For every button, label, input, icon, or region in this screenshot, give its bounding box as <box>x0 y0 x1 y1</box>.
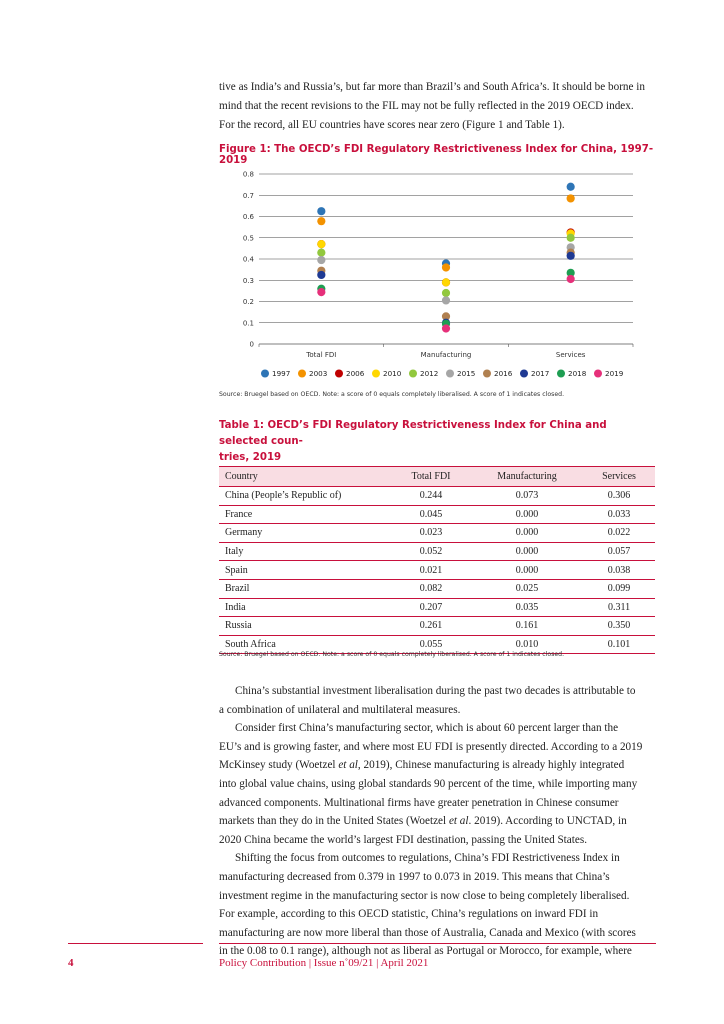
cell-value: 0.207 <box>391 598 471 617</box>
cell-value: 0.023 <box>391 524 471 543</box>
y-tick-label: 0.1 <box>242 319 254 328</box>
cell-value: 0.021 <box>391 561 471 580</box>
text-span: markets than they do in the United States (Woetzel <box>219 815 449 828</box>
data-point-2012 <box>442 289 450 297</box>
y-tick-label: 0.7 <box>242 191 254 200</box>
y-tick-label: 0.6 <box>242 213 254 221</box>
legend-marker-2010 <box>372 370 380 378</box>
data-point-2017 <box>317 271 325 279</box>
cell-value: 0.025 <box>471 579 583 598</box>
cell-value: 0.057 <box>583 542 655 561</box>
body-line <box>219 756 659 775</box>
figure-title: Figure 1: The OECD’s FDI Regulatory Restrictiveness Index for China, 1997-2019 <box>219 144 654 166</box>
et-al: et al <box>448 815 469 828</box>
text-span: , 2019), Chinese manufacturing is already highly integrated <box>357 759 625 772</box>
cell-value: 0.038 <box>583 561 655 580</box>
cell-value: 0.261 <box>391 617 471 636</box>
cell-value: 0.010 <box>471 635 583 654</box>
body-line: Shifting the focus from outcomes to regulations, China’s FDI Restrictiveness Index in <box>235 852 620 865</box>
text-span: McKinsey study (Woetzel <box>219 759 339 772</box>
data-point-2012 <box>317 249 325 257</box>
table-row <box>219 505 655 524</box>
body-text <box>219 682 659 961</box>
cell-country: Germany <box>219 524 391 543</box>
data-point-2012 <box>567 234 575 242</box>
table-title <box>219 418 651 466</box>
x-tick-label: Total FDI <box>306 351 337 359</box>
data-point-2019 <box>442 324 450 332</box>
cell-country: South Africa <box>219 635 391 654</box>
data-point-1997 <box>567 183 575 191</box>
legend-label: 2017 <box>531 369 550 378</box>
cell-value: 0.022 <box>583 524 655 543</box>
intro-line: tive as India’s and Russia’s, but far more than Brazil’s and South Africa’s. It should be borne in <box>219 81 645 93</box>
cell-country: Russia <box>219 617 391 636</box>
data-point-2019 <box>567 275 575 283</box>
y-tick-label: 0.3 <box>242 276 254 285</box>
body-line: a combination of unilateral and multilateral measures. <box>219 703 461 716</box>
table-title-line: Table 1: OECD’s FDI Regulatory Restrictiveness Index for China and selected coun- <box>219 420 607 447</box>
body-line: For example, according to this OECD statistic, China’s regulations on inward FDI in <box>219 908 599 921</box>
legend-label: 2016 <box>494 369 513 378</box>
cell-country: Italy <box>219 542 391 561</box>
y-tick-label: 0.5 <box>242 234 254 243</box>
body-line: in the 0.08 to 0.1 range), although not as liberal as Portugal or Morocco, for example, where <box>219 945 632 958</box>
cell-value: 0.000 <box>471 505 583 524</box>
figure-source-note: Source: Bruegel based on OECD. Note: a score of 0 equals completely liberalised. A score of 1 indicates closed. <box>219 391 565 398</box>
cell-value: 0.052 <box>391 542 471 561</box>
footer-text: Policy Contribution | Issue n˚09/21 | April 2021 <box>219 957 429 969</box>
legend-marker-2003 <box>298 370 306 378</box>
body-line: manufacturing are now more liberal than those of Australia, Canada and Mexico (with scores <box>219 926 636 939</box>
cell-value: 0.033 <box>583 505 655 524</box>
body-line: investment regime in the manufacturing sector is now close to being completely liberalised. <box>219 889 630 902</box>
intro-line: mind that the recent revisions to the FIL may not be fully reflected in the 2019 OECD index. <box>219 100 634 113</box>
legend-marker-2019 <box>594 370 602 378</box>
cell-value: 0.099 <box>583 579 655 598</box>
y-tick-label: 0.2 <box>242 298 254 306</box>
table-row <box>219 542 655 561</box>
legend-marker-2012 <box>409 370 417 378</box>
table-title-line: tries, 2019 <box>219 452 282 463</box>
cell-value: 0.000 <box>471 561 583 580</box>
table-row <box>219 561 655 580</box>
scatter-chart <box>219 166 659 386</box>
x-tick-label: Manufacturing <box>420 351 472 359</box>
data-point-1997 <box>317 207 325 215</box>
header-total-fdi: Total FDI <box>391 467 471 487</box>
intro-paragraph <box>219 78 659 136</box>
y-tick-label: 0.4 <box>242 255 254 264</box>
data-point-2003 <box>567 194 575 202</box>
legend-marker-1997 <box>261 370 269 378</box>
table-header-row <box>219 467 655 487</box>
table-row <box>219 598 655 617</box>
cell-value: 0.000 <box>471 524 583 543</box>
cell-value: 0.055 <box>391 635 471 654</box>
data-point-2010 <box>317 240 325 248</box>
page-number: 4 <box>68 957 74 969</box>
body-line: into global value chains, using global standards 90 percent of the time, while importing many <box>219 777 638 790</box>
cell-value: 0.082 <box>391 579 471 598</box>
body-line: 2020 China became the world’s largest FDI destination, passing the United States. <box>219 833 587 846</box>
cell-value: 0.035 <box>471 598 583 617</box>
data-point-2015 <box>317 256 325 264</box>
cell-value: 0.244 <box>391 487 471 506</box>
table-source-note: Source: Bruegel based on OECD. Note: a score of 0 equals completely liberalised. A score of 1 indicates closed. <box>219 651 565 658</box>
cell-country: India <box>219 598 391 617</box>
data-point-2003 <box>317 217 325 225</box>
cell-country: China (People’s Republic of) <box>219 487 391 506</box>
data-point-2015 <box>442 296 450 304</box>
data-point-2017 <box>567 252 575 260</box>
data-point-2003 <box>442 263 450 271</box>
legend-marker-2015 <box>446 370 454 378</box>
body-line: China’s substantial investment liberalisation during the past two decades is attributable to <box>235 685 636 697</box>
footer-divider-right <box>219 943 656 944</box>
cell-value: 0.045 <box>391 505 471 524</box>
body-line: manufacturing decreased from 0.379 in 1997 to 0.073 in 2019. This means that China’s <box>219 870 610 883</box>
cell-country: Spain <box>219 561 391 580</box>
table-row <box>219 617 655 636</box>
legend-marker-2018 <box>557 370 565 378</box>
legend-marker-2016 <box>483 370 491 378</box>
body-line <box>219 812 659 831</box>
legend-marker-2006 <box>335 370 343 378</box>
footer-divider-left <box>68 943 203 944</box>
cell-value: 0.073 <box>471 487 583 506</box>
fdi-table <box>219 466 655 654</box>
header-services: Services <box>583 467 655 487</box>
legend-label: 2019 <box>605 369 624 378</box>
x-tick-label: Services <box>555 351 586 359</box>
legend-marker-2017 <box>520 370 528 378</box>
cell-value: 0.101 <box>583 635 655 654</box>
data-point-2010 <box>442 278 450 286</box>
table-row <box>219 487 655 506</box>
cell-value: 0.350 <box>583 617 655 636</box>
cell-value: 0.306 <box>583 487 655 506</box>
y-tick-label: 0.8 <box>242 170 254 179</box>
legend-label: 2006 <box>346 369 365 378</box>
legend-label: 2010 <box>383 369 402 378</box>
table-row <box>219 579 655 598</box>
body-line: EU’s and is growing faster, and where most EU FDI is presently directed. According to a 2019 <box>219 740 643 753</box>
cell-value: 0.311 <box>583 598 655 617</box>
legend-label: 2018 <box>568 369 587 378</box>
et-al: et al <box>338 759 358 772</box>
legend-label: 2012 <box>420 369 439 378</box>
cell-value: 0.000 <box>471 542 583 561</box>
cell-value: 0.161 <box>471 617 583 636</box>
header-manufacturing: Manufacturing <box>471 467 583 487</box>
body-line: Consider first China’s manufacturing sector, which is about 60 percent larger than the <box>235 722 619 735</box>
cell-country: France <box>219 505 391 524</box>
text-span: . 2019). According to UNCTAD, in <box>468 815 627 828</box>
legend-label: 2003 <box>309 369 328 378</box>
header-country: Country <box>219 467 391 487</box>
legend-label: 1997 <box>272 369 291 378</box>
y-tick-label: 0 <box>249 340 254 349</box>
intro-line: For the record, all EU countries have scores near zero (Figure 1 and Table 1). <box>219 119 565 132</box>
data-point-2019 <box>317 288 325 296</box>
cell-country: Brazil <box>219 579 391 598</box>
body-line: advanced components. Multinational firms have greater penetration in Chinese consumer <box>219 796 619 809</box>
legend-label: 2015 <box>457 369 476 378</box>
table-row <box>219 524 655 543</box>
